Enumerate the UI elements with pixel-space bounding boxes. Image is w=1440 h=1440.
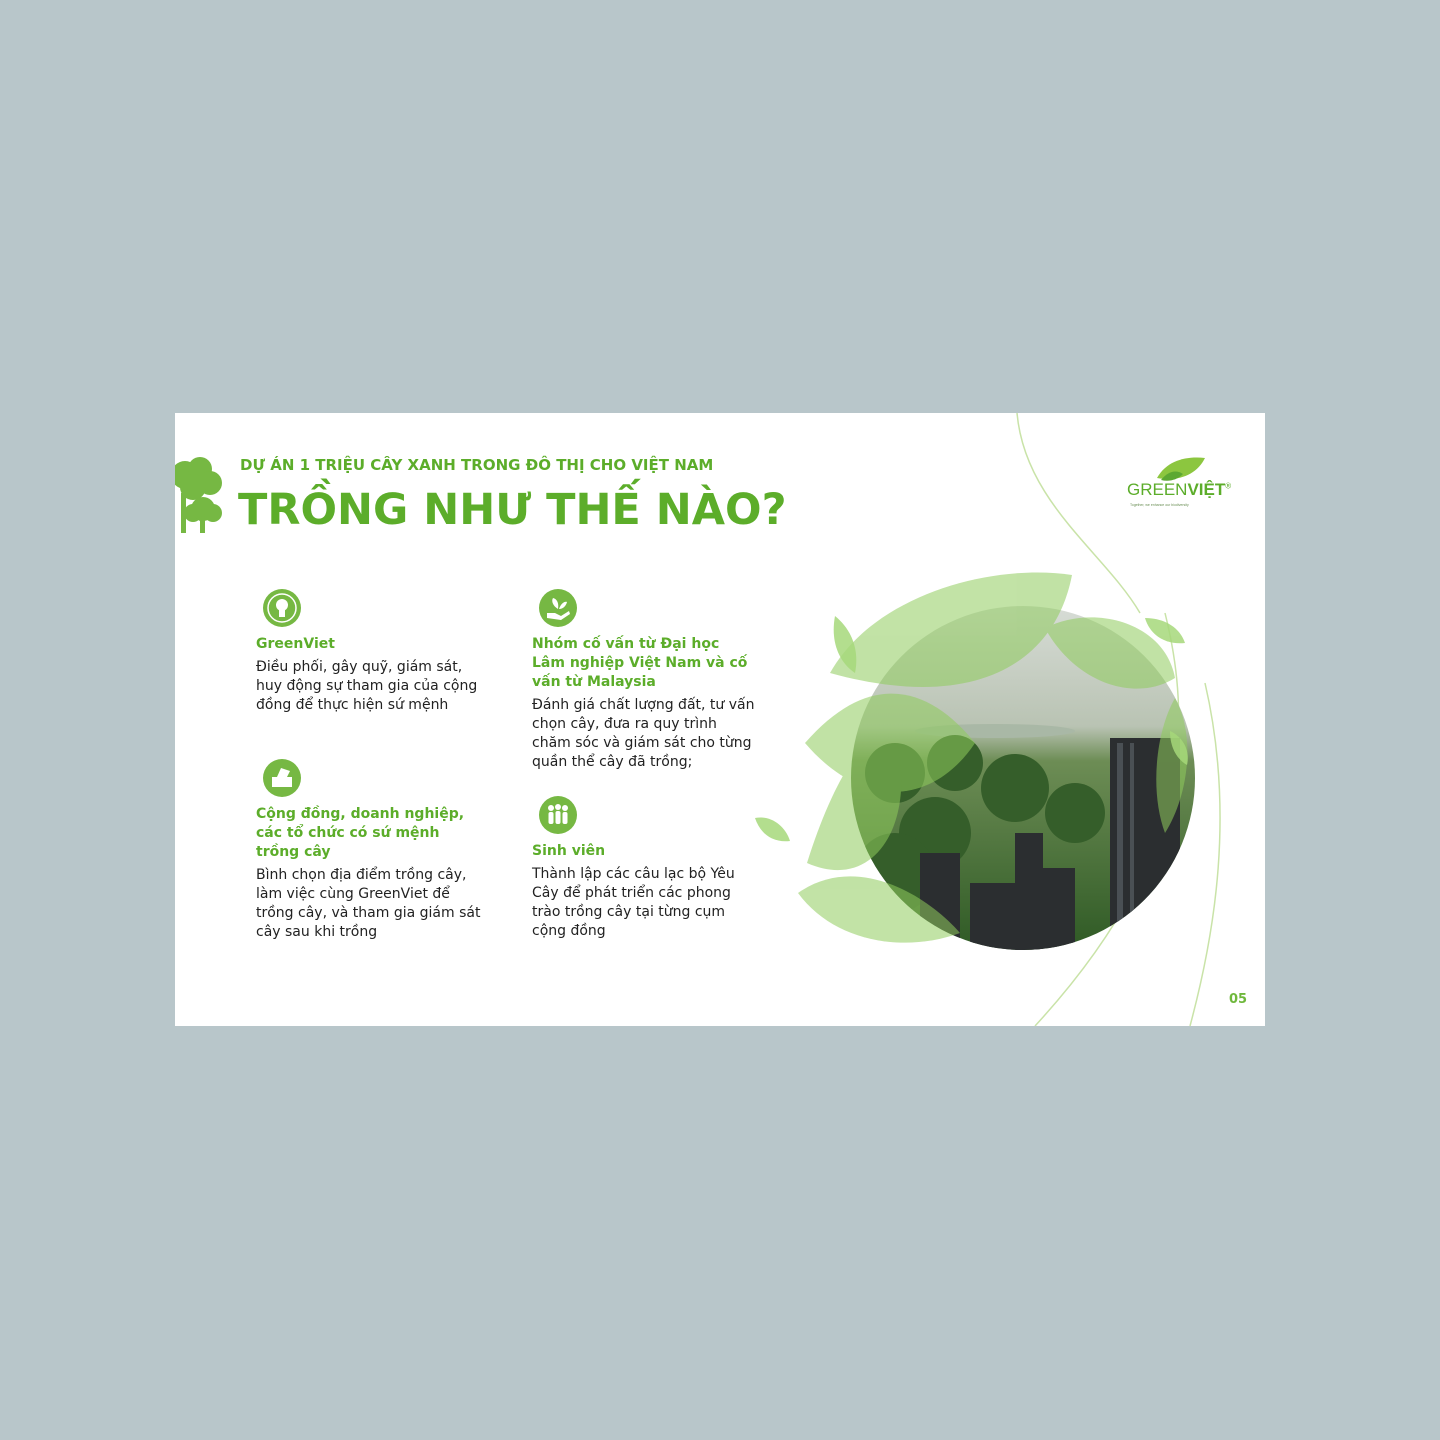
- tree-icon: [175, 457, 225, 537]
- list-item: [532, 796, 757, 941]
- item-title: Nhóm cố vấn từ Đại học Lâm nghiệp Việt Nam và cố vấn từ Malaysia: [532, 636, 748, 690]
- logo-wordmark: GREENVIỆT®: [1127, 480, 1232, 499]
- item-title: Sinh viên: [532, 843, 606, 859]
- slide: [175, 413, 1265, 1026]
- item-title: Cộng đồng, doanh nghiệp, các tổ chức có sứ mệnh trồng cây: [256, 806, 465, 860]
- people-group-icon: [539, 796, 577, 834]
- list-item: [256, 589, 481, 715]
- item-description: Thành lập các câu lạc bộ Yêu Cây để phát triển các phong trào trồng cây tại từng cụm cộng đồng: [532, 866, 735, 939]
- page-number: 05: [1229, 992, 1248, 1007]
- logo-tagline: Together, we enhance our biodiversity: [1130, 503, 1189, 507]
- greenviet-logo: [1125, 456, 1232, 511]
- slide-subtitle: DỰ ÁN 1 TRIỆU CÂY XANH TRONG ĐÔ THỊ CHO VIỆT NAM: [240, 456, 714, 474]
- lightbulb-icon: [263, 589, 301, 627]
- item-description: Điều phối, gây quỹ, giám sát, huy động sự tham gia của cộng đồng để thực hiện sứ mệnh: [256, 659, 478, 713]
- item-description: Đánh giá chất lượng đất, tư vấn chọn cây, đưa ra quy trình chăm sóc và giám sát cho từng quần thể cây đã trồng;: [532, 697, 755, 770]
- plant-in-hand-icon: [539, 589, 577, 627]
- item-description: Bình chọn địa điểm trồng cây, làm việc cùng GreenViet để trồng cây, và tham gia giám sát cây sau khi trồng: [256, 867, 481, 940]
- slide-title: TRỒNG NHƯ THẾ NÀO?: [238, 485, 787, 535]
- list-item: [256, 759, 481, 942]
- list-item: [532, 589, 757, 772]
- item-title: GreenViet: [256, 636, 335, 652]
- ballot-box-icon: [263, 759, 301, 797]
